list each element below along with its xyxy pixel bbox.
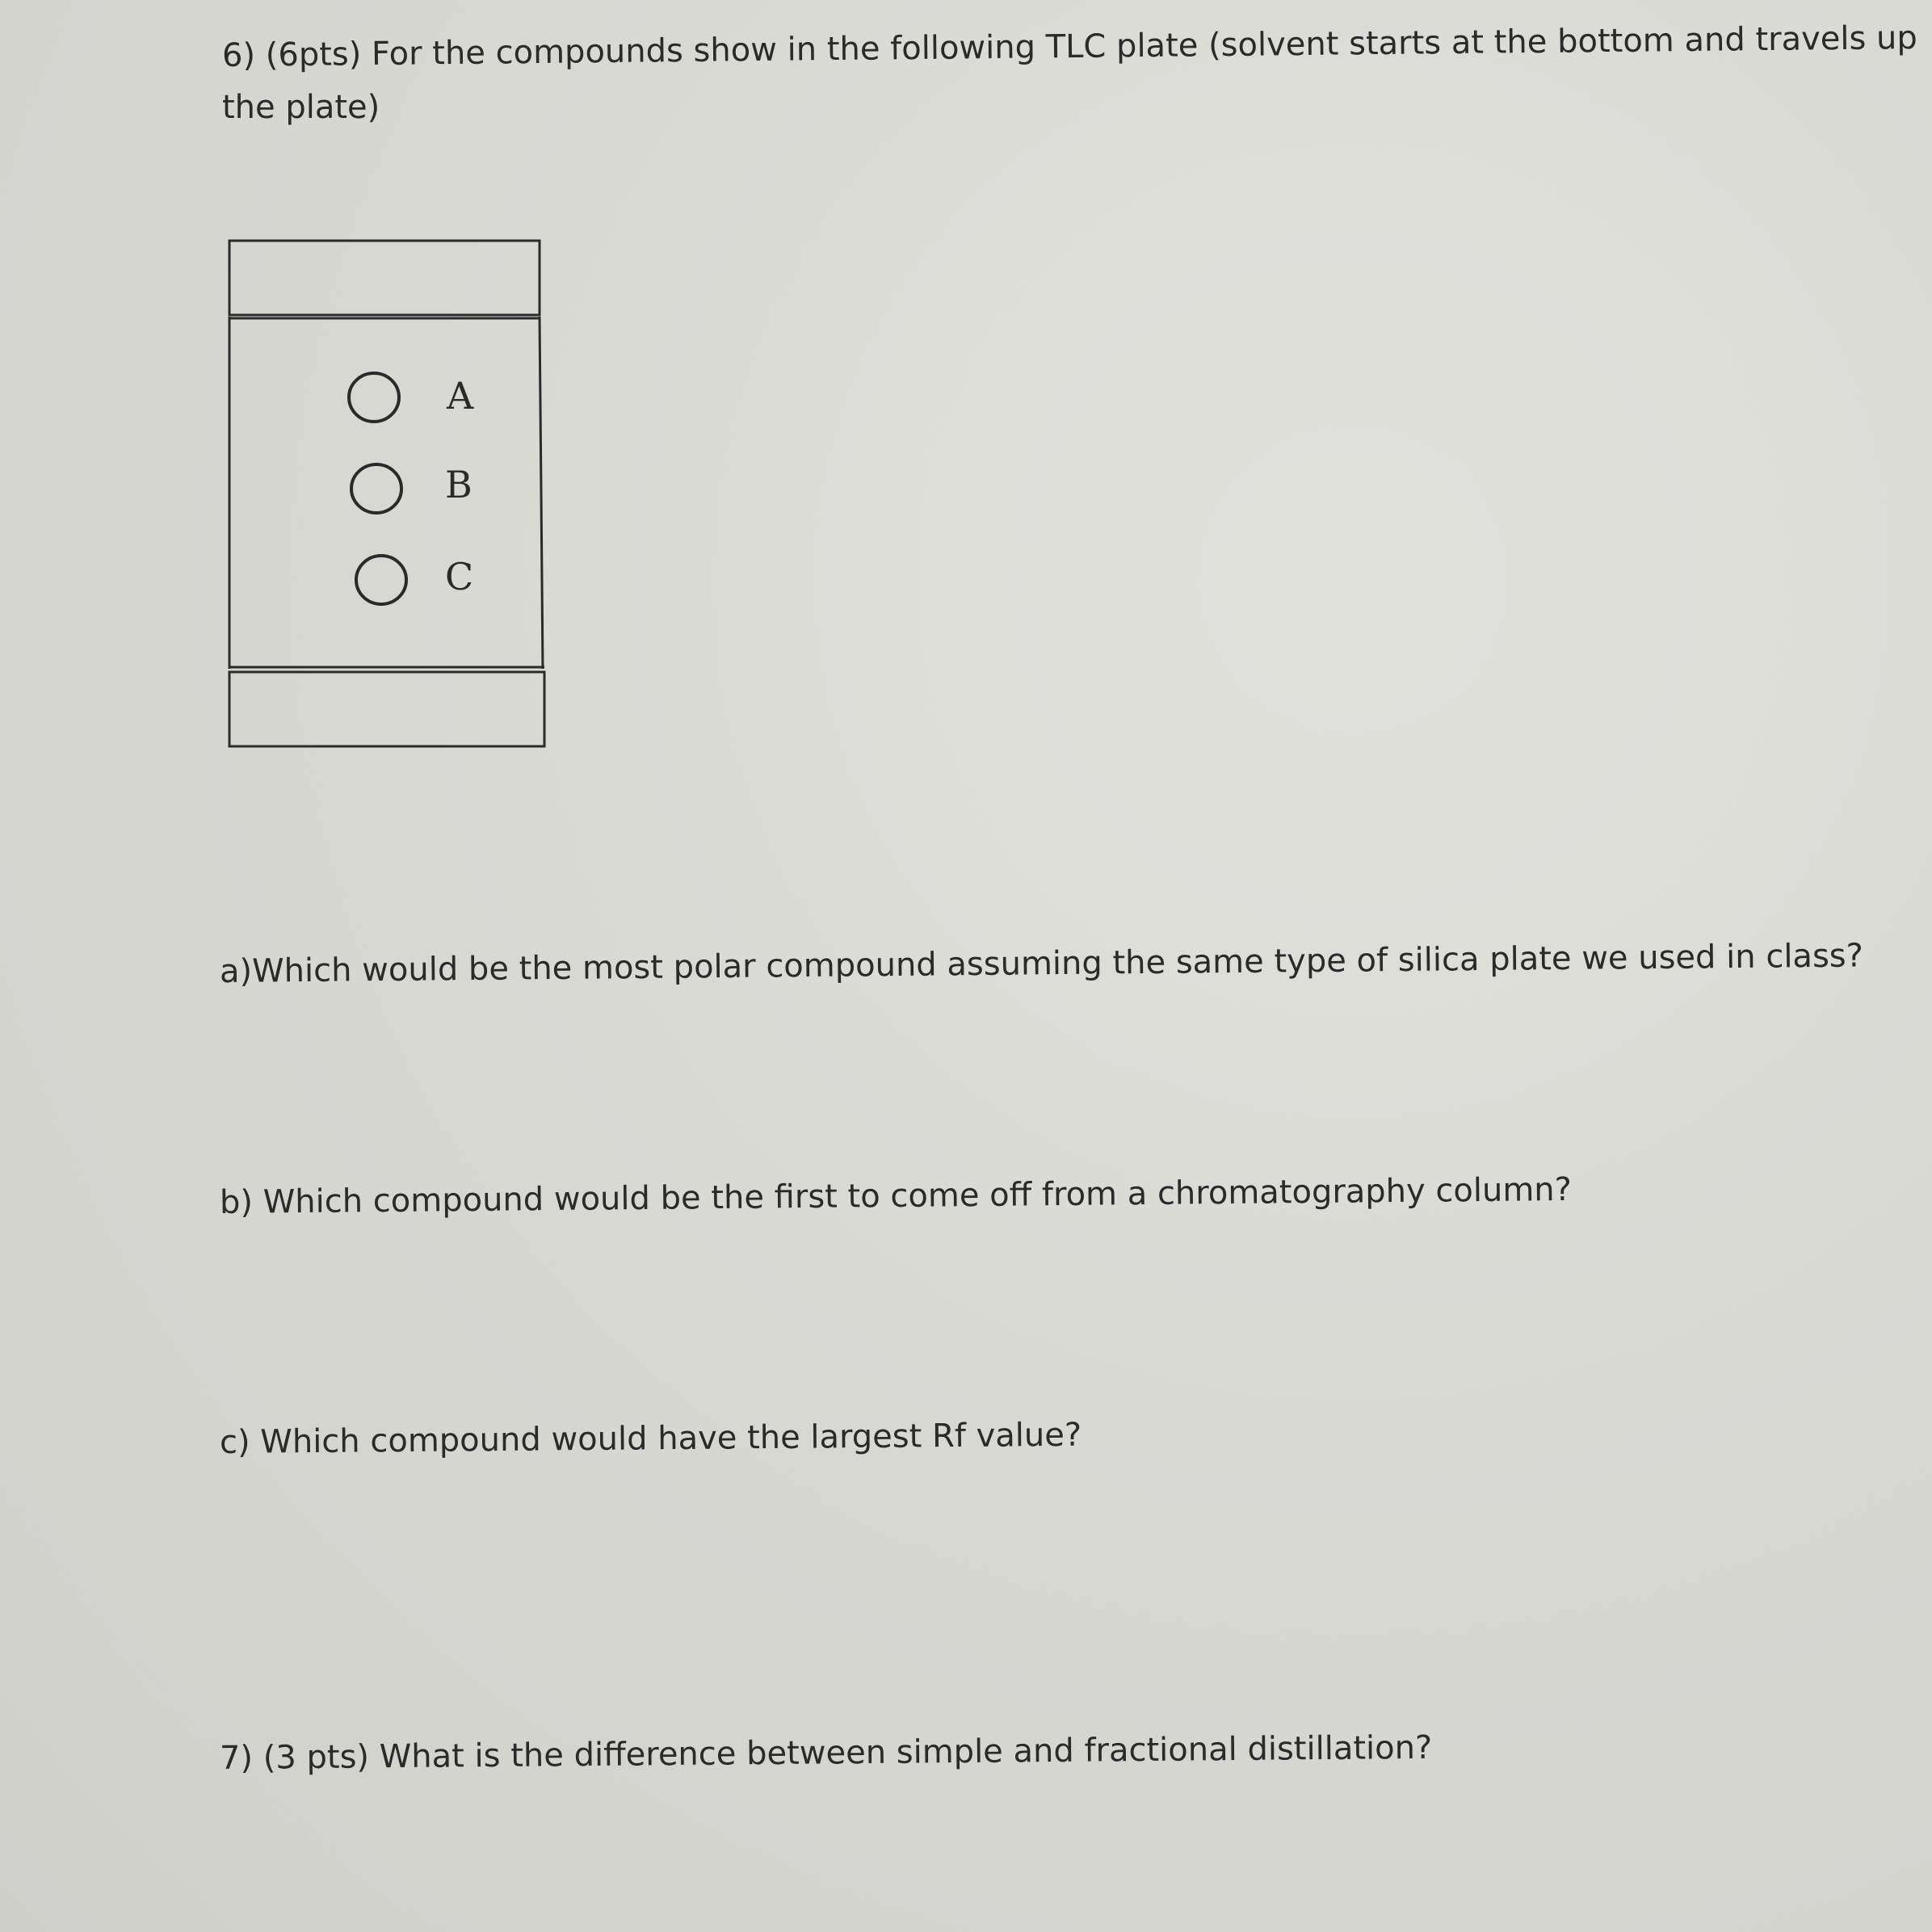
question-7: 7) (3 pts) What is the difference between simple and fractional distillation? — [219, 1728, 1433, 1777]
tlc-bottom-region — [229, 672, 544, 746]
tlc-plate-drawing — [218, 226, 557, 759]
tlc-spot-c — [356, 556, 406, 604]
tlc-top-region — [229, 241, 540, 315]
question-6-prompt-continued: the plate) — [222, 89, 380, 126]
question-a: a)Which would be the most polar compound assuming the same type of silica plate we used in class? — [219, 937, 1864, 990]
tlc-right-edge — [540, 317, 543, 669]
question-b: b) Which compound would be the first to come off from a chromatography column? — [219, 1170, 1573, 1221]
tlc-spot-b-label: B — [445, 463, 472, 506]
tlc-plate-diagram — [218, 226, 557, 759]
tlc-spot-b — [351, 464, 401, 513]
tlc-spot-a — [349, 373, 399, 422]
question-6-prompt: 6) (6pts) For the compounds show in the following TLC plate (solvent starts at the bottom and travels up — [221, 19, 1918, 74]
tlc-spot-a-label: A — [447, 374, 474, 418]
tlc-spot-c-label: C — [445, 555, 474, 598]
question-c: c) Which compound would have the largest Rf value? — [219, 1416, 1082, 1461]
